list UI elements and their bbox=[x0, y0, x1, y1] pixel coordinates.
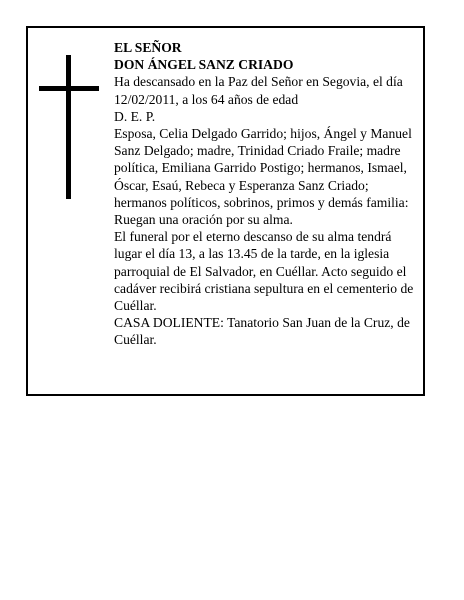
obituary-text bbox=[114, 39, 419, 349]
deceased-name: DON ÁNGEL SANZ CRIADO bbox=[114, 57, 294, 73]
obituary-notice bbox=[26, 26, 425, 396]
prayer-request: Ruegan una oración por su alma. bbox=[114, 212, 293, 228]
cross-vertical-bar bbox=[66, 55, 71, 199]
funeral-details: El funeral por el eterno descanso de su alma tendrá lugar el día 13, a las 13.45 de la tarde, en la iglesia parroquial de El Salvador, en Cuéllar. Acto seguido el cadáver recibirá cristiana sepultura en el cementerio de Cuéllar. bbox=[114, 229, 414, 314]
mourning-house: CASA DOLIENTE: Tanatorio San Juan de la Cruz, de Cuéllar. bbox=[114, 315, 410, 348]
death-statement: Ha descansado en la Paz del Señor en Segovia, el día 12/02/2011, a los 64 años de edad bbox=[114, 74, 403, 107]
title-line-1: EL SEÑOR bbox=[114, 40, 182, 55]
latin-cross-icon bbox=[39, 55, 99, 199]
rip-abbreviation: D. E. P. bbox=[114, 108, 156, 124]
family-list: Esposa, Celia Delgado Garrido; hijos, Ángel y Manuel Sanz Delgado; madre, Trinidad Criado Fraile; madre política, Emiliana Garrido Postigo; hermanos, Ismael, Óscar, Esaú, Rebeca y Esperanza Sanz Criado; hermanos políticos, sobrinos, primos y demás familia: bbox=[114, 126, 412, 210]
cross-horizontal-bar bbox=[39, 86, 99, 91]
